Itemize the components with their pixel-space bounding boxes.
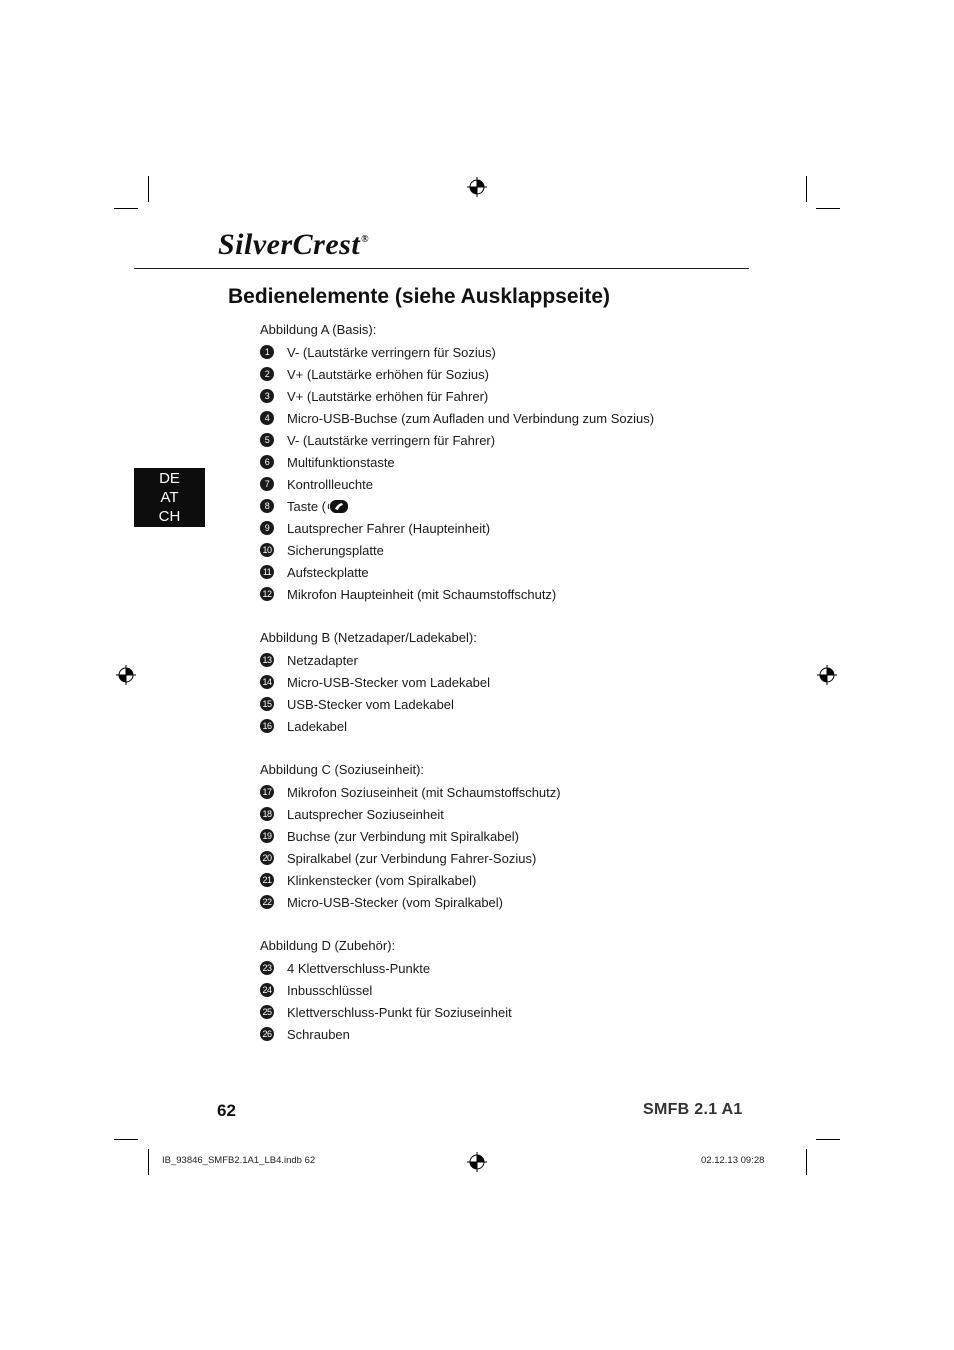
crop-mark	[148, 176, 149, 202]
controls-list	[260, 319, 760, 1045]
list-item	[260, 495, 760, 517]
language-code: AT	[160, 489, 179, 506]
item-label: Ladekabel	[287, 718, 347, 734]
item-label: Spiralkabel (zur Verbindung Fahrer-Sozius)	[287, 850, 537, 866]
list-item	[260, 341, 760, 363]
list-item	[260, 957, 760, 979]
item-number-badge: 14	[260, 675, 274, 689]
list-item	[260, 825, 760, 847]
list-item	[260, 407, 760, 429]
item-number-badge: 6	[260, 455, 274, 469]
item-label: Buchse (zur Verbindung mit Spiralkabel)	[287, 828, 519, 844]
item-label: V- (Lautstärke verringern für Fahrer)	[287, 432, 496, 448]
item-number-badge: 5	[260, 433, 274, 447]
list-item	[260, 583, 760, 605]
section-spacer	[260, 913, 760, 935]
item-number-badge: 20	[260, 851, 274, 865]
item-number-badge: 12	[260, 587, 274, 601]
item-label: Micro-USB-Buchse (zum Aufladen und Verbindung zum Sozius)	[287, 410, 655, 426]
list-item	[260, 451, 760, 473]
item-label: Lautsprecher Fahrer (Haupteinheit)	[287, 520, 491, 536]
print-slug-file: IB_93846_SMFB2.1A1_LB4.indb 62	[162, 1155, 316, 1166]
item-label: V+ (Lautstärke erhöhen für Sozius)	[287, 366, 489, 382]
item-label: Sicherungsplatte	[287, 542, 384, 558]
item-number-badge: 18	[260, 807, 274, 821]
item-label: Lautsprecher Soziuseinheit	[287, 806, 444, 822]
item-label: Inbusschlüssel	[287, 982, 373, 998]
item-number-badge: 9	[260, 521, 274, 535]
list-item	[260, 781, 760, 803]
list-item	[260, 715, 760, 737]
section-heading: Abbildung A (Basis):	[260, 322, 377, 337]
item-number-badge: 16	[260, 719, 274, 733]
item-label: 4 Klettverschluss-Punkte	[287, 960, 431, 976]
list-item	[260, 869, 760, 891]
item-number-badge: 25	[260, 1005, 274, 1019]
item-label: Klettverschluss-Punkt für Soziuseinheit	[287, 1004, 512, 1020]
item-label: Klinkenstecker (vom Spiralkabel)	[287, 872, 477, 888]
list-item	[260, 1001, 760, 1023]
item-number-badge: 2	[260, 367, 274, 381]
item-label: Taste (	[287, 498, 327, 514]
crop-mark	[114, 208, 138, 209]
list-item	[260, 803, 760, 825]
page-number: 62	[217, 1101, 236, 1120]
list-item	[260, 671, 760, 693]
phone-call-icon	[327, 499, 349, 514]
section-heading: Abbildung D (Zubehör):	[260, 938, 396, 953]
item-number-badge: 8	[260, 499, 274, 513]
item-number-badge: 22	[260, 895, 274, 909]
section-spacer	[260, 605, 760, 627]
item-label: Netzadapter	[287, 652, 358, 668]
list-item	[260, 517, 760, 539]
crop-mark	[816, 1139, 840, 1140]
language-code: CH	[158, 508, 181, 525]
item-number-badge: 23	[260, 961, 274, 975]
language-code: DE	[159, 470, 180, 487]
item-label: Kontrollleuchte	[287, 476, 373, 492]
list-item	[260, 539, 760, 561]
list-item	[260, 847, 760, 869]
item-label: Multifunktionstaste	[287, 454, 395, 470]
page-title: Bedienelemente (siehe Ausklappseite)	[228, 285, 611, 308]
item-number-badge: 24	[260, 983, 274, 997]
item-label: Schrauben	[287, 1026, 350, 1042]
brand-logo: SilverCrest®	[218, 228, 370, 261]
item-label: V- (Lautstärke verringern für Sozius)	[287, 344, 496, 360]
item-number-badge: 19	[260, 829, 274, 843]
crop-mark	[148, 1149, 149, 1175]
list-item	[260, 385, 760, 407]
item-number-badge: 13	[260, 653, 274, 667]
item-label: Micro-USB-Stecker (vom Spiralkabel)	[287, 894, 503, 910]
item-number-badge: 26	[260, 1027, 274, 1041]
item-label: Aufsteckplatte	[287, 564, 369, 580]
item-label: USB-Stecker vom Ladekabel	[287, 696, 454, 712]
model-name: SMFB 2.1 A1	[643, 1101, 743, 1118]
section-heading: Abbildung B (Netzadaper/Ladekabel):	[260, 630, 477, 645]
item-number-badge: 7	[260, 477, 274, 491]
list-item	[260, 891, 760, 913]
item-number-badge: 10	[260, 543, 274, 557]
list-item	[260, 693, 760, 715]
item-number-badge: 1	[260, 345, 274, 359]
header-divider	[134, 268, 749, 269]
registration-mark-icon	[467, 177, 487, 197]
section-spacer	[260, 737, 760, 759]
item-number-badge: 3	[260, 389, 274, 403]
registration-mark-icon	[116, 665, 136, 685]
item-label: Micro-USB-Stecker vom Ladekabel	[287, 674, 491, 690]
item-label: Mikrofon Soziuseinheit (mit Schaumstoffschutz)	[287, 784, 561, 800]
list-item	[260, 473, 760, 495]
item-label: Mikrofon Haupteinheit (mit Schaumstoffschutz)	[287, 586, 557, 602]
list-item	[260, 429, 760, 451]
list-item	[260, 363, 760, 385]
registration-mark-icon	[467, 1152, 487, 1172]
list-item	[260, 649, 760, 671]
print-slug-datetime: 02.12.13 09:28	[701, 1155, 765, 1166]
item-label: V+ (Lautstärke erhöhen für Fahrer)	[287, 388, 489, 404]
item-number-badge: 21	[260, 873, 274, 887]
registration-mark-icon	[817, 665, 837, 685]
language-tab	[134, 468, 205, 527]
section-heading: Abbildung C (Soziuseinheit):	[260, 762, 425, 777]
list-item	[260, 1023, 760, 1045]
crop-mark	[114, 1139, 138, 1140]
item-number-badge: 4	[260, 411, 274, 425]
item-number-badge: 17	[260, 785, 274, 799]
crop-mark	[806, 1149, 807, 1175]
crop-mark	[816, 208, 840, 209]
crop-mark	[806, 176, 807, 202]
list-item	[260, 561, 760, 583]
list-item	[260, 979, 760, 1001]
item-number-badge: 11	[260, 565, 274, 579]
item-number-badge: 15	[260, 697, 274, 711]
